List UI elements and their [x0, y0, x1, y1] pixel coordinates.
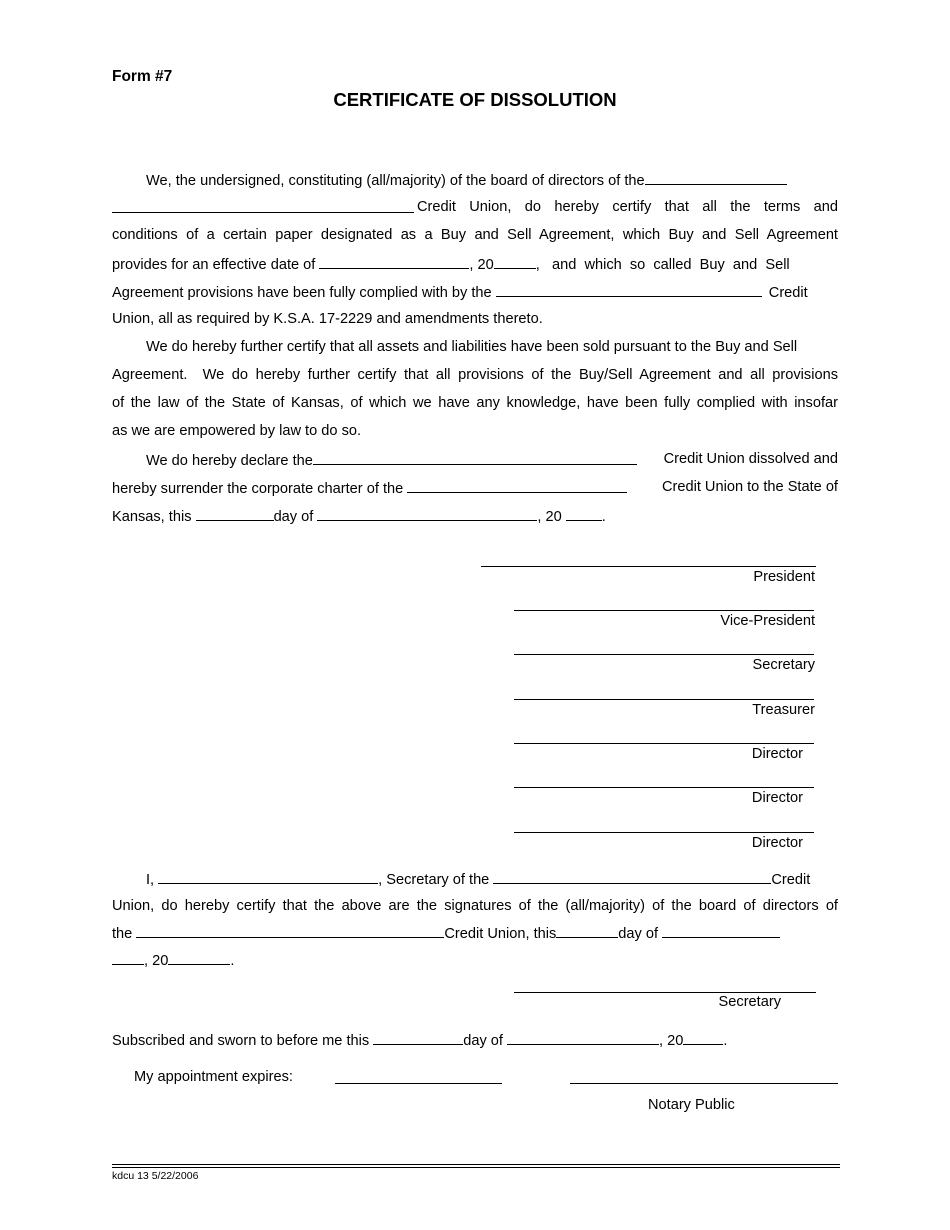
- para1-line2: Credit Union, do hereby certify that all the terms and: [112, 198, 838, 216]
- sec-cert-month-cont-blank[interactable]: [112, 950, 144, 965]
- para1-line6: Union, all as required by K.S.A. 17-2229 and amendments thereto.: [112, 311, 543, 327]
- appointment-expires-line[interactable]: [335, 1083, 502, 1084]
- sec-cert-day-blank[interactable]: [556, 923, 618, 938]
- dissolved-credit-union-blank[interactable]: [313, 450, 637, 465]
- sec-cert-year-blank[interactable]: [168, 950, 230, 965]
- purchasing-credit-union-blank[interactable]: [496, 282, 762, 297]
- secretary-signature-line[interactable]: [514, 654, 814, 655]
- notary-signature-line[interactable]: [570, 1083, 838, 1084]
- para3-line3: Kansas, this day of , 20 .: [112, 506, 606, 526]
- sec-cert-month-blank[interactable]: [662, 923, 780, 938]
- sec-cert-line3: the Credit Union, this day of: [112, 923, 780, 943]
- form-number: Form #7: [112, 68, 173, 85]
- para3-line2: hereby surrender the corporate charter of the Credit Union to the State of: [112, 479, 838, 497]
- footer-text: kdcu 13 5/22/2006: [112, 1170, 199, 1182]
- sec-cert-line1: I, , Secretary of the Credit: [146, 869, 824, 889]
- sec-credit-union-blank[interactable]: [493, 869, 771, 884]
- sworn-day-blank[interactable]: [373, 1030, 463, 1045]
- effective-date-blank[interactable]: [319, 254, 469, 269]
- sworn-month-blank[interactable]: [507, 1030, 659, 1045]
- footer-rule-top: [112, 1164, 840, 1165]
- para2-line1: We do hereby further certify that all assets and liabilities have been sold pursuant to the Buy and Sell: [146, 339, 798, 355]
- vice-president-signature-line[interactable]: [514, 610, 814, 611]
- para2-line2: Agreement. We do hereby further certify that all provisions of the Buy/Sell Agreement and all provisions: [112, 367, 838, 383]
- para3-line1: We do hereby declare the Credit Union dissolved and: [146, 451, 838, 469]
- director1-signature-line[interactable]: [514, 743, 814, 744]
- secretary-name-blank[interactable]: [158, 869, 378, 884]
- director2-label: Director: [751, 790, 803, 806]
- credit-union-name-blank[interactable]: [645, 170, 787, 185]
- charter-credit-union-blank[interactable]: [407, 478, 627, 493]
- sec-cert-line2: Union, do hereby certify that the above are the signatures of the (all/majority) of the board of directors of: [112, 898, 838, 914]
- president-signature-line[interactable]: [481, 566, 816, 567]
- president-label: President: [753, 569, 815, 585]
- footer-rule-bottom: [112, 1167, 840, 1168]
- declare-day-blank[interactable]: [196, 506, 274, 521]
- notary-public-label: Notary Public: [648, 1097, 735, 1113]
- credit-union-name-blank-2[interactable]: [112, 198, 414, 213]
- director3-signature-line[interactable]: [514, 832, 814, 833]
- para1-line4: provides for an effective date of , 20 , and which so called Buy and Sell: [112, 254, 838, 274]
- director3-label: Director: [751, 835, 803, 851]
- sec-cert-secretary-label: Secretary: [718, 994, 781, 1010]
- sworn-year-blank[interactable]: [683, 1030, 723, 1045]
- director1-label: Director: [751, 746, 803, 762]
- treasurer-signature-line[interactable]: [514, 699, 814, 700]
- declare-year-blank[interactable]: [566, 506, 602, 521]
- para1-line5: Agreement provisions have been fully complied with by the Credit: [112, 282, 808, 302]
- para1-line3: conditions of a certain paper designated as a Buy and Sell Agreement, which Buy and Sell Agreement: [112, 227, 838, 243]
- para1-line1: We, the undersigned, constituting (all/majority) of the board of directors of the: [146, 170, 787, 190]
- sec-cert-credit-union-blank[interactable]: [136, 923, 444, 938]
- page-title: CERTIFICATE OF DISSOLUTION: [333, 89, 617, 110]
- para2-line3: of the law of the State of Kansas, of which we have any knowledge, have been fully complied with insofar: [112, 395, 838, 411]
- treasurer-label: Treasurer: [752, 702, 815, 718]
- secretary-label: Secretary: [752, 657, 815, 673]
- notary-sworn-line: Subscribed and sworn to before me this day of , 20 .: [112, 1030, 727, 1050]
- sec-cert-line4: , 20 .: [112, 950, 234, 970]
- vice-president-label: Vice-President: [720, 613, 815, 629]
- appointment-label: My appointment expires:: [134, 1069, 293, 1085]
- effective-year-blank[interactable]: [494, 254, 536, 269]
- director2-signature-line[interactable]: [514, 787, 814, 788]
- declare-month-blank[interactable]: [317, 506, 537, 521]
- para2-line4: as we are empowered by law to do so.: [112, 423, 362, 439]
